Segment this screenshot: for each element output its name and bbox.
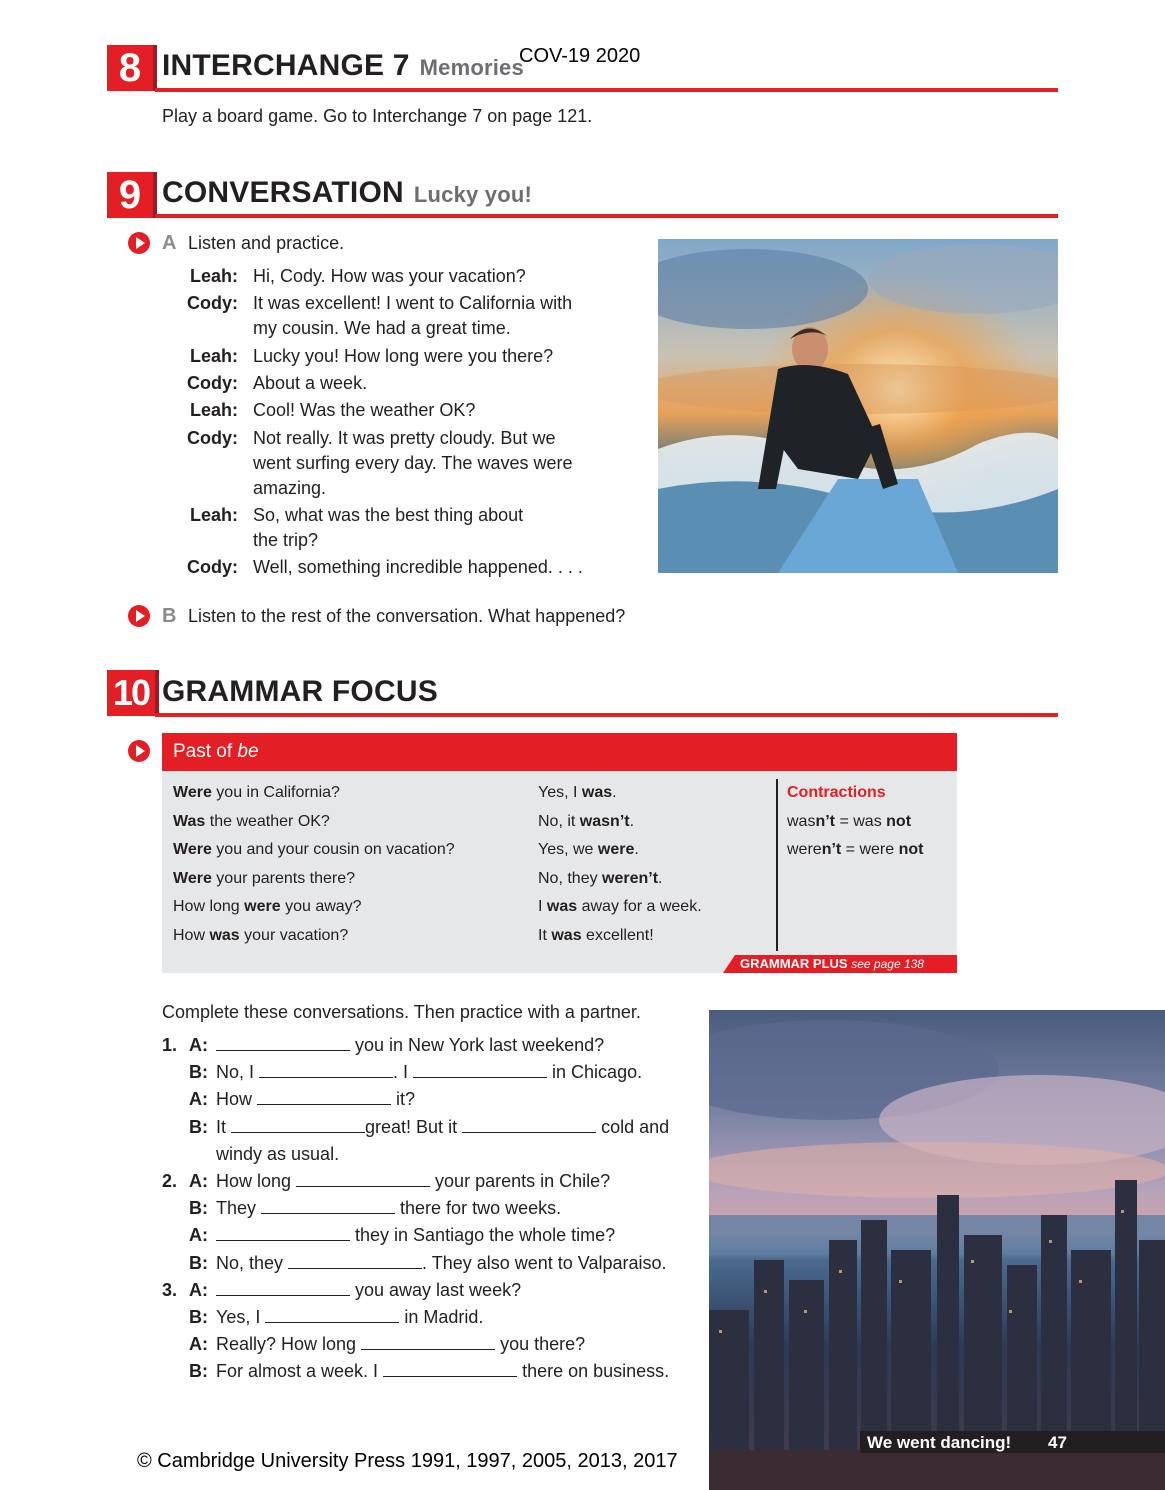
line-text: windy as usual. [216,1143,340,1164]
line-text: . They also went to Valparaiso. [422,1252,667,1273]
answer-row [538,898,702,916]
answer-blank[interactable] [216,1036,350,1051]
speaker-label: Cody: [187,372,238,393]
line-text: How [216,1089,258,1110]
dialogue-line: Hi, Cody. How was your vacation? [253,266,526,286]
exercise-line [216,1089,415,1110]
question-text: your parents there? [211,869,356,887]
item-number: 1. [162,1035,178,1055]
dialogue-line: amazing. [253,477,327,498]
section-subtitle: Lucky you! [413,182,532,207]
dialogue-line: the trip? [253,529,319,550]
answer-blank[interactable] [296,1172,430,1187]
item-number: 3. [162,1279,178,1300]
section-rule [155,88,1058,92]
grammar-plus-label[interactable] [740,955,924,973]
question-text: the weather OK? [205,812,330,830]
section-title-8 [162,49,524,83]
speaker-label: Cody: [187,427,238,448]
footer-unit-title: We went dancing! [867,1433,1012,1452]
contraction-part: was [787,812,816,830]
grammar-plus-reference: see page 138 [851,957,924,971]
contraction-part: = were [841,841,899,858]
answer-bold: was [551,926,582,944]
exercise-line [216,1035,604,1056]
contraction-part: = was [835,812,887,830]
question-row [173,927,348,945]
exercise-line [216,1361,669,1382]
speaker-label: A: [189,1279,208,1300]
dialogue-line: went surfing every day. The waves were [253,452,573,473]
speaker-label: B: [189,1198,208,1219]
grammar-divider [776,779,778,951]
exercise-line [216,1253,667,1274]
speaker-label: B: [189,1307,208,1327]
exercise-line [216,1062,642,1083]
contraction-part: n’t [821,841,842,858]
line-text: there for two weeks. [395,1198,562,1219]
page-number: 47 [1048,1433,1067,1452]
section-number-10: 10 [107,670,155,716]
line-text: They [216,1198,262,1219]
speaker-label: A: [189,1334,208,1355]
line-text: How long [216,1171,297,1191]
answer-bold: was [546,898,578,915]
dialogue-line: Cool! Was the weather OK? [253,400,476,421]
dialogue-line: About a week. [253,372,368,393]
answer-blank[interactable] [462,1118,596,1133]
speaker-label: Leah: [189,266,238,286]
grammar-plus-title: GRAMMAR PLUS [740,956,848,971]
answer-row [538,784,617,802]
line-text: your parents in Chile? [430,1171,611,1191]
speaker-label: B: [189,1361,208,1382]
answer-blank[interactable] [383,1362,517,1377]
speaker-label: Cody: [187,293,238,314]
section-heading: CONVERSATION [162,176,404,209]
question-row [173,841,455,859]
answer-text: No, it [538,812,580,830]
answer-bold: were [597,841,635,858]
exercise-line [216,1334,585,1355]
question-row [173,898,362,916]
section-heading: INTERCHANGE 7 [162,49,410,82]
answer-bold: weren’t [602,869,659,887]
answer-text: I [538,898,547,915]
section-number-8: 8 [107,45,153,91]
line-text: Really? How long [216,1334,362,1355]
contractions-title: Contractions [787,784,886,801]
contraction-part: were [787,841,822,858]
line-text: there on business. [517,1361,670,1382]
exercise-letter-a: A [162,232,177,254]
answer-text: excellent! [581,926,654,944]
dialogue-line: Well, something incredible happened. . . . [253,557,583,578]
question-bold: Were [173,784,212,801]
interchange-instruction: Play a board game. Go to Interchange 7 on page 121. [162,106,593,126]
speaker-label: A: [189,1225,208,1246]
question-text: How [173,926,210,944]
answer-row [538,813,634,831]
answer-text: No, they [538,869,603,887]
answer-text: Yes, we [538,841,598,858]
line-text: For almost a week. I [216,1361,384,1382]
line-text: in Madrid. [399,1307,484,1327]
answer-text: . [629,812,635,830]
exercise-line [216,1117,669,1138]
answer-row [538,841,639,859]
line-text: they in Santiago the whole time? [350,1225,616,1246]
exercise-line [216,1280,521,1301]
line-text: It [216,1116,232,1137]
dialogue-line: Not really. It was pretty cloudy. But we [253,427,556,448]
contraction-part: not [898,841,924,858]
section-number-9: 9 [107,172,153,218]
question-bold: Were [173,869,212,887]
answer-row [538,870,663,888]
section-title-10: GRAMMAR FOCUS [162,675,438,708]
question-row [173,813,330,831]
copyright: © Cambridge University Press 1991, 1997, 2005, 2013, 2017 [137,1450,678,1472]
question-bold: was [209,926,240,944]
section-title-9 [162,176,532,210]
contraction-part: not [886,812,912,830]
question-text: How long [173,898,245,915]
question-text: your vacation? [239,926,349,944]
line-text: great! But it [365,1116,463,1137]
exercise-b-instruction: Listen to the rest of the conversation. What happened? [188,606,626,626]
line-text: No, they [216,1252,289,1273]
chicago-skyline-photo [709,1010,1165,1490]
section-subtitle: Memories [419,55,524,80]
answer-text: Yes, I [538,784,582,801]
audio-play-icon[interactable] [128,740,150,762]
surfer-illustration [658,239,1058,573]
speaker-label: Leah: [189,345,238,366]
answer-blank[interactable] [361,1335,495,1350]
question-bold: were [244,898,281,915]
grammar-header-text: Past of [173,741,238,762]
speaker-label: A: [189,1035,208,1055]
answer-blank[interactable] [216,1281,350,1296]
watermark: COV-19 2020 [519,45,641,67]
question-text: you in California? [211,784,340,801]
dialogue-line: Lucky you! How long were you there? [253,345,554,366]
exercise-line [216,1198,561,1219]
audio-play-icon[interactable] [128,605,150,627]
answer-text: . [658,869,663,887]
speaker-label: Cody: [187,557,238,578]
answer-blank[interactable] [216,1226,350,1241]
question-text: you and your cousin on vacation? [211,841,455,858]
dialogue-line: So, what was the best thing about [253,504,524,525]
answer-blank[interactable] [413,1063,547,1078]
answer-blank[interactable] [257,1090,391,1105]
speaker-label: B: [189,1062,208,1083]
exercise-line [216,1225,615,1246]
question-text: you away? [280,898,362,915]
contraction-part: n’t [815,812,835,830]
line-text: Yes, I [216,1307,266,1327]
section-rule [155,214,1058,218]
answer-text: away for a week. [577,898,702,915]
speaker-label: B: [189,1252,208,1273]
contraction-row [787,813,911,831]
exercise-instruction: Complete these conversations. Then practice with a partner. [162,1002,641,1022]
line-text: you there? [495,1334,586,1355]
section-rule [155,713,1058,717]
speaker-label: A: [189,1089,208,1110]
exercise-line [216,1307,483,1328]
exercise-line [216,1144,339,1165]
audio-play-icon[interactable] [128,232,150,254]
answer-bold: wasn’t [579,812,630,830]
answer-blank[interactable] [231,1118,365,1133]
exercise-letter-b: B [162,605,177,627]
line-text: . I [393,1062,414,1083]
line-text: you in New York last weekend? [350,1035,605,1055]
answer-blank[interactable] [265,1308,399,1323]
answer-text: It [538,926,552,944]
contraction-row [787,841,923,859]
speaker-label: Leah: [189,504,238,525]
line-text: No, I [216,1062,260,1083]
answer-text: . [612,784,617,801]
answer-blank[interactable] [288,1254,422,1269]
exercise-a-instruction: Listen and practice. [188,233,345,253]
line-text: in Chicago. [547,1062,643,1083]
line-text: it? [391,1089,416,1110]
dialogue-line: It was excellent! I went to California with [253,293,573,314]
city-illustration [709,1010,1165,1490]
surfer-photo [658,239,1058,573]
exercise-line [216,1171,610,1192]
line-text: you away last week? [350,1279,522,1300]
question-bold: Was [173,812,206,830]
grammar-header-italic: be [237,741,259,762]
speaker-label: Leah: [189,400,238,421]
speaker-label: A: [189,1171,208,1191]
question-row [173,784,340,802]
question-row [173,870,355,888]
dialogue-line: my cousin. We had a great time. [253,318,511,339]
answer-row [538,927,654,945]
item-number: 2. [162,1171,178,1191]
line-text: cold and [596,1116,670,1137]
answer-bold: was [581,784,613,801]
grammar-box-header [162,733,957,771]
speaker-label: B: [189,1116,208,1137]
answer-blank[interactable] [259,1063,393,1078]
answer-blank[interactable] [261,1199,395,1214]
question-bold: Were [173,841,212,858]
answer-text: . [634,841,639,858]
